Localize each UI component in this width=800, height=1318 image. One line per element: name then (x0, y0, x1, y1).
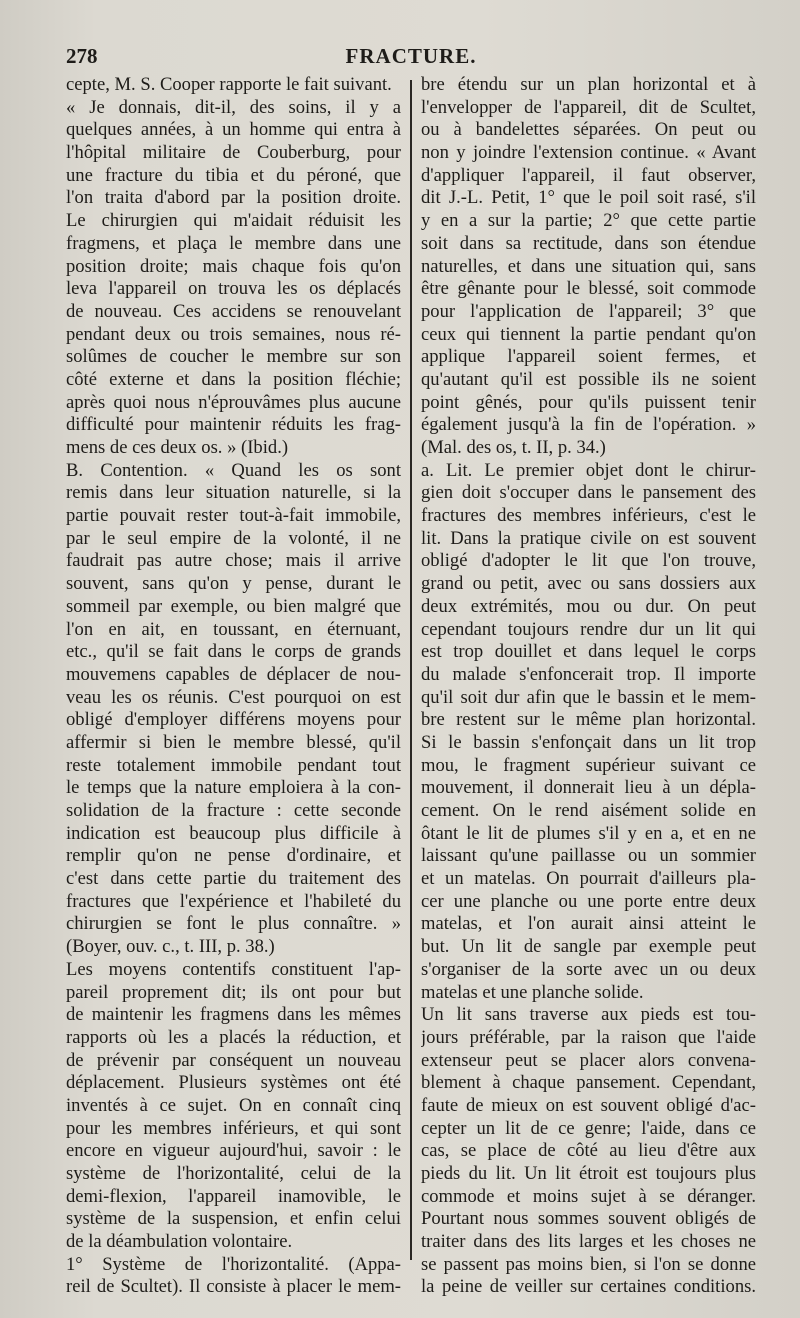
text-line: « Je donnais, dit-il, des soins, il y a (66, 96, 401, 118)
text-line: gien doit s'occuper dans le pansement des (421, 482, 756, 504)
text-line: le temps que la nature emploiera à la con- (66, 777, 401, 799)
left-text-column (66, 74, 401, 1299)
text-line: également jusqu'à la fin de l'opération. » (421, 414, 756, 436)
text-line: est trop douillet et dans lequel le corps (421, 641, 756, 663)
text-line: côté externe et dans la position fléchie; (66, 368, 401, 390)
text-line: déplacement. Plusieurs systèmes ont été (66, 1072, 401, 1094)
text-line: l'on en ait, en toussant, en éternuant, (66, 618, 401, 640)
text-line: de la déambulation volontaire. (66, 1231, 293, 1253)
text-line: soit dans sa rectitude, dans son étendue (421, 232, 756, 254)
page-header (66, 44, 756, 72)
text-line: une fracture du tibia et du péroné, que (66, 164, 401, 186)
text-line: ceux qui tiennent la partie pendant qu'on (421, 323, 756, 345)
text-line: cement. On le rend aisément solide en (421, 800, 756, 821)
text-line: l'hôpital militaire de Couberburg, pour (66, 142, 401, 164)
text-line: de nouveau. Ces accidens se renouvelant (66, 300, 401, 322)
text-line: cas, se place de côté au lieu d'être aux (421, 1140, 756, 1162)
text-line: être gênante pour le blessé, soit commode (421, 278, 756, 300)
text-line: Un lit sans traverse aux pieds est tou- (421, 1004, 756, 1026)
text-line: sommeil par exemple, ou bien malgré que (66, 595, 401, 617)
text-line: la peine de veiller sur certaines conditions. (421, 1276, 756, 1298)
text-line: ôtant le lit de plumes s'il y en a, et en ne (421, 822, 756, 844)
text-line: lit. Dans la pratique civile on est souvent (421, 527, 756, 549)
text-line: matelas et une planche solide. (421, 981, 644, 1003)
text-line: extenseur peut se placer alors convena- (421, 1049, 756, 1071)
text-line: solûmes de coucher le membre sur son (66, 346, 401, 368)
text-line: a. Lit. Le premier objet dont le chirur- (421, 459, 756, 481)
text-line: de maintenir les fragmens dans les mêmes (66, 1004, 401, 1026)
text-line: naturelles, et dans une situation qui, sans (421, 255, 756, 277)
text-line: blement à chaque pansement. Cependant, (421, 1072, 756, 1094)
text-line: traiter dans des lits larges et les choses ne (421, 1231, 756, 1253)
text-line: ou à bandelettes séparées. On peut ou (421, 119, 756, 141)
text-line: l'envelopper de l'appareil, dit de Scultet, (421, 96, 756, 118)
text-line: c'est dans cette partie du traitement des (66, 868, 401, 890)
text-line: quelques années, à un homme qui entra à (66, 119, 401, 141)
text-line: pour l'application de l'appareil; 3° que (421, 300, 756, 322)
running-title: FRACTURE. (345, 44, 477, 68)
text-line: laissant qu'une paillasse ou un sommier (421, 845, 756, 867)
text-line: se passent pas moins bien, si l'on se donne (421, 1253, 756, 1275)
text-line: Si le bassin s'enfonçait dans un lit trop (421, 731, 756, 753)
text-line: partie pouvait rester tout-à-fait immobile, (66, 505, 401, 527)
text-line: solidation de la fracture : cette seconde (66, 800, 401, 821)
text-line: inventés à ce sujet. On en connaît cinq (66, 1094, 401, 1116)
text-line: (Mal. des os, t. II, p. 34.) (421, 437, 606, 458)
text-line: après quoi nous n'éprouvâmes plus aucune (66, 391, 401, 413)
page-number: 278 (66, 44, 98, 68)
text-line: Les moyens contentifs constituent l'ap- (66, 958, 401, 980)
text-line: qu'autant qu'il est possible ils ne soient (421, 368, 756, 390)
text-line: position droite; mais chaque fois qu'on (66, 255, 401, 277)
text-line: faudrait pas autre chose; mais il arrive (66, 550, 401, 572)
text-line: grand ou petit, avec ou sans dossiers aux (421, 573, 756, 595)
text-line: y en a sur la partie; 2° que cette partie (421, 210, 756, 232)
text-line: cer une planche ou une porte entre deux (421, 890, 756, 912)
text-line: bre étendu sur un plan horizontal et à (421, 74, 756, 95)
text-line: leva l'appareil on trouva les os déplacés (66, 278, 401, 300)
text-line: 1° Système de l'horizontalité. (Appa- (66, 1253, 401, 1275)
text-line: dit J.-L. Petit, 1° que le poil soit rasé, s'il (421, 187, 756, 209)
text-line: etc., qu'il se fait dans le corps de grands (66, 641, 401, 663)
text-line: deux extrémités, mou ou dur. On peut (421, 595, 756, 617)
text-line: faute de mieux on est souvent obligé d'ac- (421, 1094, 756, 1116)
text-line: jours préférable, par la raison que l'aide (421, 1026, 756, 1048)
text-line: pieds du lit. Un lit étroit est toujours plus (421, 1163, 756, 1184)
text-line: pendant deux ou trois semaines, nous ré- (66, 323, 401, 345)
text-line: par le seul empire de la volonté, il ne (66, 527, 401, 549)
text-line: système de la suspension, et enfin celui (66, 1208, 401, 1230)
text-line: obligé d'employer différens moyens pour (66, 709, 401, 731)
text-line: non y joindre l'extension continue. « Avant (421, 142, 756, 164)
text-line: (Boyer, ouv. c., t. III, p. 38.) (66, 936, 275, 958)
text-line: pour les membres inférieurs, et qui sont (66, 1117, 401, 1139)
text-line: point gênés, pour qu'ils puissent tenir (421, 391, 756, 413)
text-line: demi-flexion, l'appareil inamovible, le (66, 1185, 401, 1207)
text-line: applique l'appareil soient fermes, et (421, 346, 756, 368)
text-line: cepte, M. S. Cooper rapporte le fait suivant. (66, 74, 392, 95)
text-line: bre restent sur le même plan horizontal. (421, 709, 756, 731)
text-line: mouvemens capables de déplacer de nou- (66, 663, 401, 685)
text-line: d'appliquer l'appareil, il faut observer, (421, 164, 756, 186)
text-line: remis dans leur situation naturelle, si la (66, 482, 401, 504)
text-line: cepter un lit de ce genre; l'aide, dans ce (421, 1117, 756, 1139)
text-line: indication est beaucoup plus difficile à (66, 822, 401, 844)
text-line: affermir si bien le membre blessé, qu'il (66, 731, 401, 753)
text-line: rapports où les a placés la réduction, et (66, 1026, 401, 1048)
text-line: chirurgien se font le plus connaître. » (66, 913, 401, 935)
text-line: encore en vigueur aujourd'hui, savoir : le (66, 1140, 401, 1162)
text-line: Le chirurgien qui m'aidait réduisit les (66, 210, 401, 232)
text-line: et un matelas. On pourrait d'ailleurs pla- (421, 868, 756, 890)
text-line: matelas, et l'on aurait ainsi atteint le (421, 913, 756, 935)
text-line: reil de Scultet). Il consiste à placer le mem- (66, 1276, 401, 1298)
text-line: fractures des membres inférieurs, c'est le (421, 505, 756, 527)
text-line: s'organiser de la sorte avec un ou deux (421, 958, 756, 980)
text-line: mou, le fragment supérieur suivant ce (421, 754, 756, 776)
text-line: veau les os réunis. C'est pourquoi on est (66, 686, 401, 708)
text-line: fragmens, et plaça le membre dans une (66, 232, 401, 254)
text-line: souvent, sans qu'on y pense, durant le (66, 573, 401, 595)
text-line: de prévenir par conséquent un nouveau (66, 1049, 401, 1071)
text-line: système de l'horizontalité, celui de la (66, 1163, 401, 1184)
text-line: pareil proprement dit; ils ont pour but (66, 981, 401, 1003)
right-text-column (421, 74, 756, 1299)
text-line: difficulté pour maintenir réduits les frag- (66, 414, 401, 436)
text-line: mouvement, il donnerait lieu à un dépla- (421, 777, 756, 799)
text-line: du malade s'enfoncerait trop. Il importe (421, 663, 756, 685)
text-line: fractures que l'expérience et l'habileté du (66, 890, 401, 912)
text-line: cependant toujours rendre dur un lit qui (421, 618, 756, 640)
text-line: B. Contention. « Quand les os sont (66, 459, 401, 481)
column-divider (410, 80, 412, 1260)
text-line: but. Un lit de sangle par exemple peut (421, 936, 756, 958)
text-line: remplir qu'on ne pense d'ordinaire, et (66, 845, 401, 867)
text-line: qu'il soit dur afin que le bassin et le mem- (421, 686, 756, 708)
text-line: obligé d'adopter le lit que l'on trouve, (421, 550, 756, 572)
text-line: commode et moins sujet à se déranger. (421, 1185, 756, 1207)
text-line: mens de ces deux os. » (Ibid.) (66, 437, 289, 458)
text-line: l'on traita d'abord par la position droite. (66, 187, 401, 209)
text-line: reste totalement immobile pendant tout (66, 754, 401, 776)
text-line: Pourtant nous sommes souvent obligés de (421, 1208, 756, 1230)
